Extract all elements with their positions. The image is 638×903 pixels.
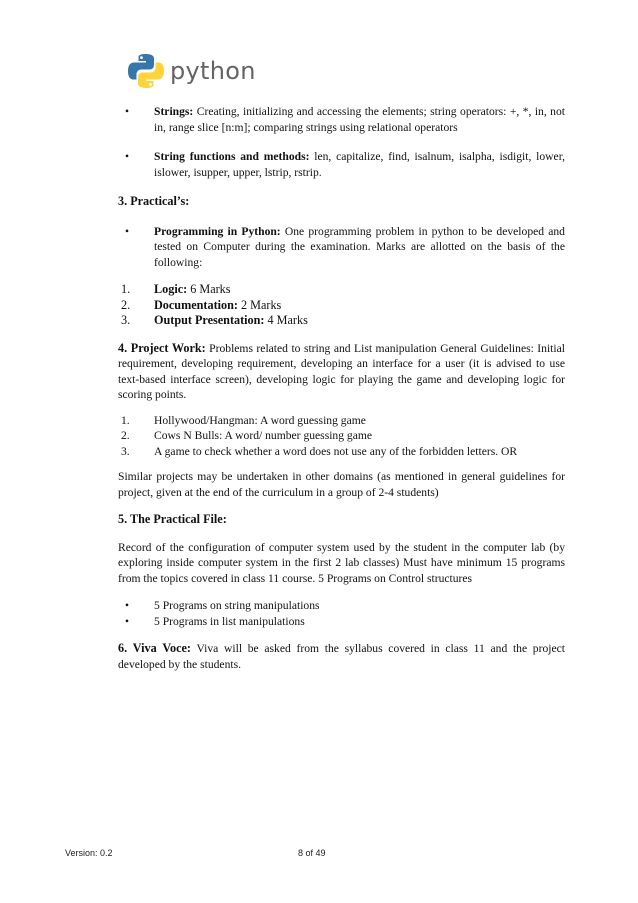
document-body: [118, 104, 565, 672]
bullet-icon: •: [125, 105, 130, 118]
python-logo-icon: [127, 53, 165, 89]
paragraph-text: Viva will be asked from the syllabus covered in class 11 and the project developed by the students.: [118, 642, 565, 671]
bullet-icon: •: [125, 599, 130, 612]
item-text: 2 Marks: [237, 297, 282, 312]
section-paragraph: [118, 341, 565, 403]
item-text: 5 Programs on string manipulations: [154, 599, 320, 612]
list-item: [118, 313, 565, 329]
item-number: 2.: [121, 297, 131, 312]
list-item: [118, 282, 565, 298]
section-paragraph: Record of the configuration of computer system used by the student in the computer lab (by exploring inside computer system in the first 2 lab classes) Must have minimum 15 programs from the topics covered in class 11 course. 5 Programs on Control structures: [118, 540, 565, 585]
item-label: String functions and methods:: [154, 150, 310, 163]
list-item: [118, 298, 565, 314]
section-heading: 6. Viva Voce:: [118, 641, 191, 655]
logo-wordmark: python: [170, 57, 256, 85]
list-item: [118, 413, 565, 429]
item-number: 1.: [121, 282, 131, 296]
footer-version: Version: 0.2: [65, 848, 113, 858]
item-text: Creating, initializing and accessing the elements; string operators: +, *, in, not in, range slice [n:m]; comparing strings using relational operators: [154, 105, 565, 134]
item-text: 6 Marks: [187, 282, 231, 296]
list-item: [118, 428, 565, 444]
item-text: len, capitalize, find, isalnum, isalpha, isdigit, lower, islower, isupper, upper, lstrip, rstrip.: [154, 150, 565, 179]
section-heading: 4. Project Work:: [118, 340, 206, 355]
item-label: Documentation:: [154, 297, 238, 312]
item-label: Programming in Python:: [154, 224, 281, 238]
list-item: [118, 598, 565, 614]
item-text: A game to check whether a word does not use any of the forbidden letters. OR: [154, 444, 518, 458]
item-text: 4 Marks: [264, 313, 308, 327]
item-text: Hollywood/Hangman: A word guessing game: [154, 413, 366, 427]
item-label: Output Presentation:: [154, 313, 265, 327]
item-number: 2.: [121, 429, 130, 442]
bullet-icon: •: [125, 150, 130, 163]
list-item: [118, 149, 565, 180]
project-list: [118, 413, 565, 460]
paragraph-text: Problems related to string and List manipulation General Guidelines: Initial requirement, developing requirement, developing an interface for a user (it is advised to use text-based interface screen), developing logic for playing the game and developing logic for scoring points.: [118, 341, 565, 401]
list-item: [118, 444, 565, 460]
section-heading: 3. Practical’s:: [118, 194, 190, 208]
item-number: 1.: [121, 413, 130, 427]
item-text: Cows N Bulls: A word/ number guessing game: [154, 429, 373, 442]
bullet-icon: •: [125, 224, 130, 238]
bullet-icon: •: [125, 614, 130, 628]
list-item: [118, 104, 565, 135]
item-text: One programming problem in python to be developed and tested on Computer during the examination. Marks are allotted on the basis of the following:: [154, 224, 565, 269]
item-label: Logic:: [154, 282, 188, 296]
section-paragraph: [118, 641, 565, 672]
program-list: [118, 598, 565, 629]
section-note: Similar projects may be undertaken in other domains (as mentioned in general guidelines for project, given at the end of the curriculum in a group of 2-4 students): [118, 470, 565, 499]
list-item: [118, 614, 565, 630]
item-number: 3.: [121, 313, 131, 327]
marks-list: [118, 282, 565, 329]
python-logo: [127, 53, 256, 89]
list-item: [118, 224, 565, 271]
item-label: Strings:: [154, 105, 194, 118]
footer-page-number: 8 of 49: [298, 848, 326, 858]
item-number: 3.: [121, 444, 130, 458]
item-text: 5 Programs in list manipulations: [154, 614, 305, 628]
section-heading: 5. The Practical File:: [118, 512, 227, 526]
